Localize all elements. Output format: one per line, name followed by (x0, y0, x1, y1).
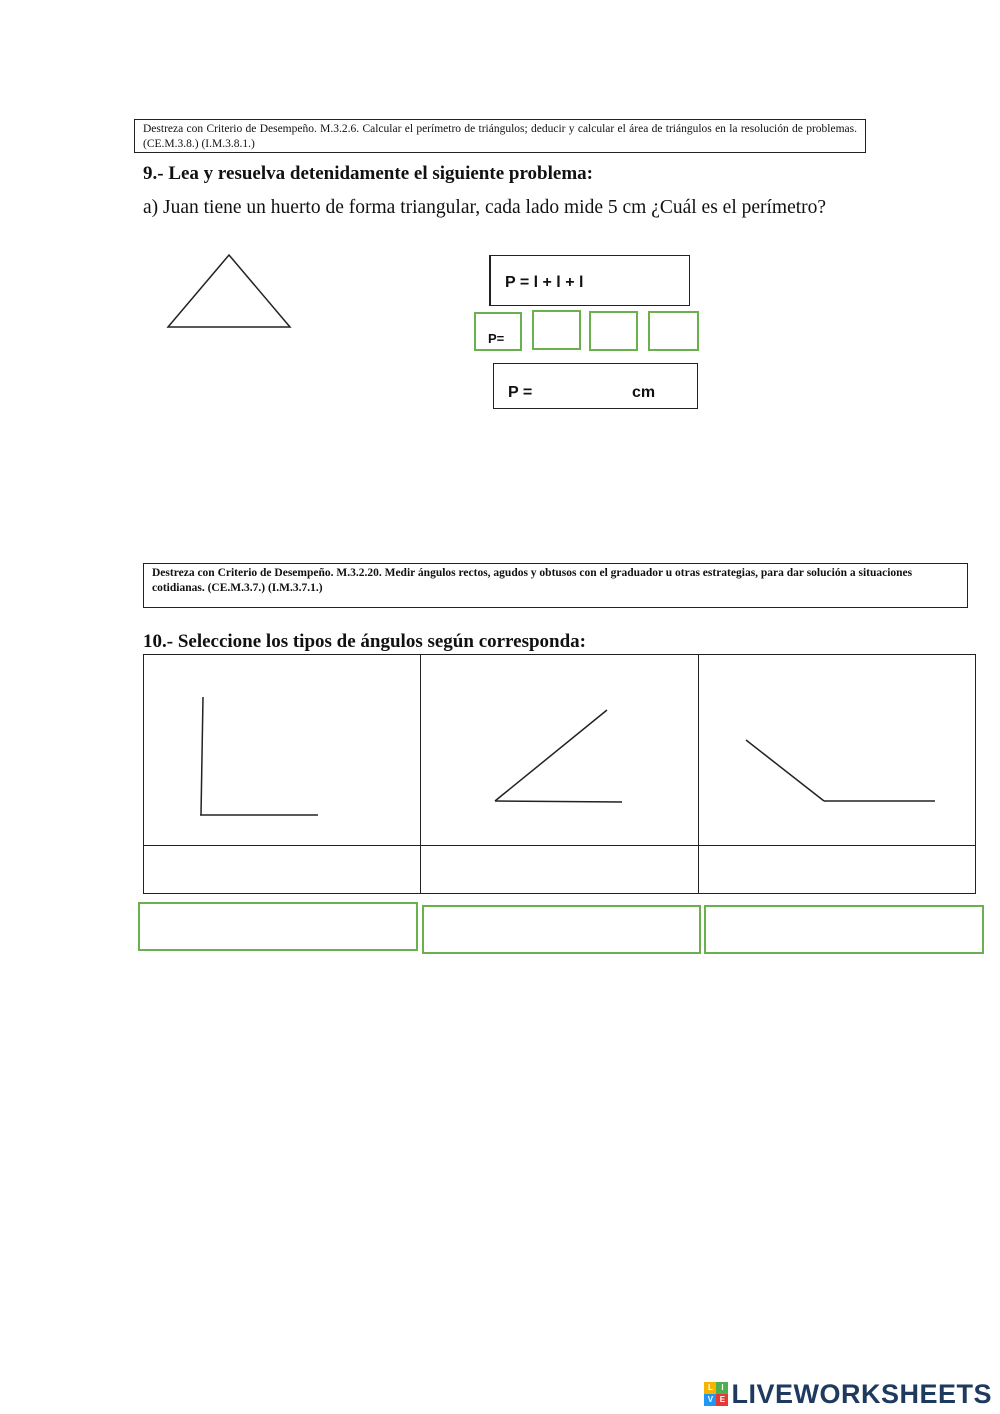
obtuse-angle-figure (699, 655, 976, 845)
logo-badge-letter: E (716, 1394, 728, 1406)
side-2-input[interactable] (589, 311, 638, 351)
angle-table (143, 654, 976, 894)
p-equals-label-box (474, 312, 522, 351)
question-9-title: 9.- Lea y resuelva detenidamente el siguiente problema: (143, 163, 593, 184)
table-divider (144, 845, 975, 846)
logo-text: LIVEWORKSHEETS (731, 1378, 992, 1409)
perimeter-formula: P = l + l + l (505, 274, 584, 291)
perimeter-formula-box (489, 255, 690, 306)
acute-angle-figure (421, 655, 698, 845)
performance-criteria-box-2: Destreza con Criterio de Desempeño. M.3.2.20. Medir ángulos rectos, agudos y obtusos con el graduador u otras estrategias, para dar solución a situaciones cotidianas. (CE.M.3.7.) (I.M.3.7.1.) (143, 563, 968, 608)
logo-badge-letter: V (704, 1394, 716, 1406)
angle-answer-input-3[interactable] (704, 905, 984, 954)
logo-badge (704, 1382, 728, 1406)
side-3-input[interactable] (648, 311, 699, 351)
question-10-title: 10.- Seleccione los tipos de ángulos según corresponda: (143, 631, 587, 652)
perimeter-answer-box (493, 363, 698, 409)
side-1-input[interactable] (532, 310, 581, 350)
right-angle-figure (144, 655, 420, 845)
answer-p-label: P = (508, 384, 533, 401)
logo-badge-letter: I (716, 1382, 728, 1394)
performance-criteria-box-1: Destreza con Criterio de Desempeño. M.3.2.6. Calcular el perímetro de triángulos; deducir y calcular el área de triángulos en la resolución de problemas. (CE.M.3.8.) (I.M.3.8.1.) (134, 119, 866, 153)
question-9-text: a) Juan tiene un huerto de forma triangular, cada lado mide 5 cm ¿Cuál es el perímetro? (143, 197, 827, 218)
angle-answer-input-1[interactable] (138, 902, 418, 951)
liveworksheets-logo (704, 1374, 992, 1414)
triangle-figure (160, 248, 300, 338)
triangle-shape (168, 255, 290, 327)
angle-answer-input-2[interactable] (422, 905, 701, 954)
answer-unit-label: cm (632, 384, 656, 401)
p-equals-label: P= (488, 331, 505, 346)
logo-badge-letter: L (704, 1382, 716, 1394)
